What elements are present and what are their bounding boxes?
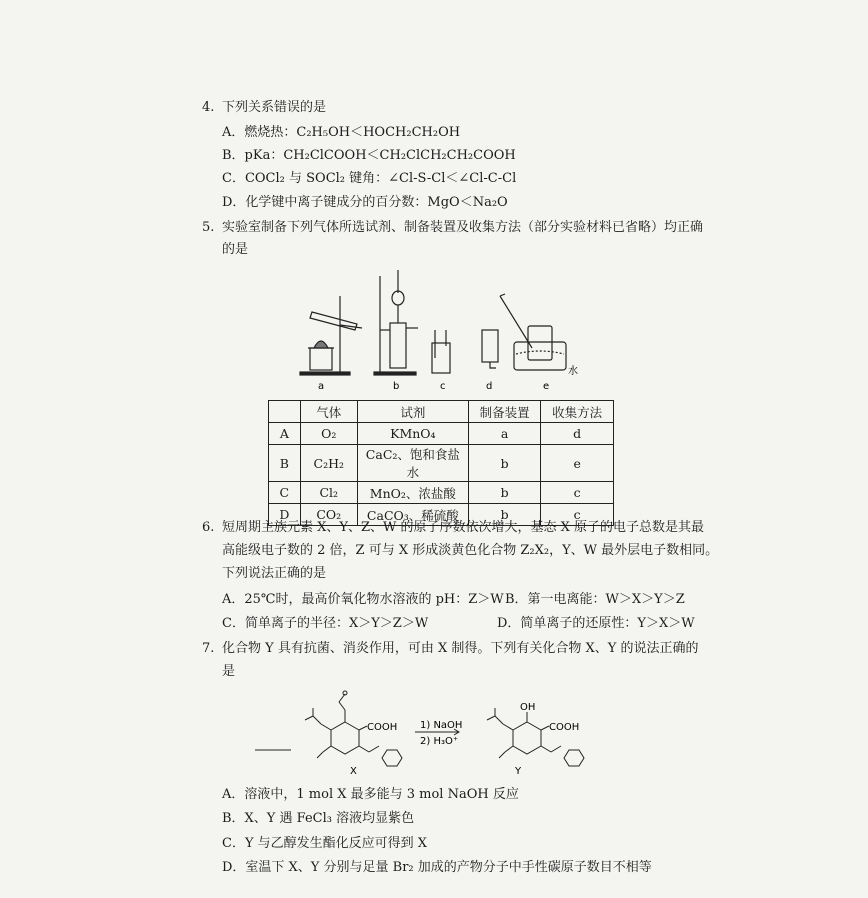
y-label: Y xyxy=(515,766,522,777)
table-cell: b xyxy=(468,504,541,526)
table-cell: b xyxy=(468,482,541,504)
label-b: b xyxy=(393,381,400,392)
q6-stem-text: 短周期主族元素 X、Y、Z、W 的原子序数依次增大，基态 X 原子的电子总数是其最 xyxy=(222,520,705,535)
q4-option-c: C．COCl₂ 与 SOCl₂ 键角：∠Cl-S-Cl＜∠Cl-C-Cl xyxy=(222,171,517,186)
table-cell: C xyxy=(269,482,301,504)
reagent-2: 2) H₃O⁺ xyxy=(420,736,459,747)
label-e: e xyxy=(543,381,550,392)
q7-stem xyxy=(202,637,698,661)
table-cell: A xyxy=(269,423,301,445)
label-a: a xyxy=(318,381,325,392)
table-cell: c xyxy=(541,482,614,504)
q6-stem-cont1: 高能级电子数的 2 倍，Z 可与 X 形成淡黄色化合物 Z₂X₂，Y、W 最外层电子数相同。 xyxy=(222,543,719,558)
table-row xyxy=(269,445,614,482)
q6-option-a: A．25℃时，最高价氧化物水溶液的 pH：Z＞W xyxy=(222,592,504,607)
table-cell: D xyxy=(269,504,301,526)
table-cell: CO₂ xyxy=(300,504,357,526)
q4-number: 4. xyxy=(202,100,215,115)
q5-stem-cont: 的是 xyxy=(222,242,249,257)
label-d: d xyxy=(486,381,493,392)
q7-option-a: A．溶液中，1 mol X 最多能与 3 mol NaOH 反应 xyxy=(222,787,519,802)
x-cooh: COOH xyxy=(367,722,398,733)
table-cell: d xyxy=(541,423,614,445)
q5-table xyxy=(268,400,614,526)
q4-option-b: B．pKa：CH₂ClCOOH＜CH₂ClCH₂CH₂COOH xyxy=(222,148,516,163)
table-header: 制备装置 xyxy=(468,401,541,423)
table-cell: CaC₂、饱和食盐水 xyxy=(357,445,468,482)
q5-stem xyxy=(202,216,703,240)
table-cell: B xyxy=(269,445,301,482)
label-c: c xyxy=(440,381,446,392)
table-header-row xyxy=(269,401,614,423)
q6-option-c: C．简单离子的半径：X＞Y＞Z＞W xyxy=(222,616,429,631)
table-cell: C₂H₂ xyxy=(300,445,357,482)
y-oh: OH xyxy=(520,702,536,713)
q5-stem-text: 实验室制备下列气体所选试剂、制备装置及收集方法（部分实验材料已省略）均正确 xyxy=(222,220,704,235)
y-cooh: COOH xyxy=(549,722,580,733)
table-cell: CaCO₃、稀硫酸 xyxy=(357,504,468,526)
x-label: X xyxy=(350,766,357,777)
apparatus-figure xyxy=(300,268,590,393)
table-cell: O₂ xyxy=(300,423,357,445)
table-cell: c xyxy=(541,504,614,526)
q7-option-c: C．Y 与乙醇发生酯化反应可得到 X xyxy=(222,836,428,851)
q7-number: 7. xyxy=(202,641,215,656)
q4-option-a: A．燃烧热：C₂H₅OH＜HOCH₂CH₂OH xyxy=(222,125,461,140)
q6-stem-cont2: 下列说法正确的是 xyxy=(222,566,327,581)
table-header: 收集方法 xyxy=(541,401,614,423)
q7-option-d: D．室温下 X、Y 分别与足量 Br₂ 加成的产物分子中手性碳原子数目不相等 xyxy=(222,860,652,875)
table-cell: b xyxy=(468,445,541,482)
table-row xyxy=(269,482,614,504)
table-cell: a xyxy=(468,423,541,445)
q6-number: 6. xyxy=(202,520,215,535)
table-cell: e xyxy=(541,445,614,482)
table-header: 气体 xyxy=(300,401,357,423)
q6-option-b: B．第一电离能：W＞X＞Y＞Z xyxy=(505,592,685,607)
q6-option-d: D．简单离子的还原性：Y＞X＞W xyxy=(497,616,695,631)
table-cell: Cl₂ xyxy=(300,482,357,504)
q7-stem-cont: 是 xyxy=(222,664,236,679)
q7-option-b: B．X、Y 遇 FeCl₃ 溶液均显紫色 xyxy=(222,811,415,826)
q4-option-d: D．化学键中离子键成分的百分数：MgO＜Na₂O xyxy=(222,195,508,210)
reagent-1: 1) NaOH xyxy=(420,720,463,731)
q7-stem-text: 化合物 Y 具有抗菌、消炎作用，可由 X 制得。下列有关化合物 X、Y 的说法正确的 xyxy=(222,641,699,656)
table-cell: MnO₂、浓盐酸 xyxy=(357,482,468,504)
table-cell: KMnO₄ xyxy=(357,423,468,445)
label-water: 水 xyxy=(568,366,578,377)
table-header: 试剂 xyxy=(357,401,468,423)
q5-number: 5. xyxy=(202,220,215,235)
table-row xyxy=(269,423,614,445)
table-header xyxy=(269,401,301,423)
q4-stem xyxy=(202,96,326,120)
q4-stem-text: 下列关系错误的是 xyxy=(222,100,327,115)
reaction-scheme xyxy=(255,690,595,780)
q6-stem xyxy=(202,516,704,540)
